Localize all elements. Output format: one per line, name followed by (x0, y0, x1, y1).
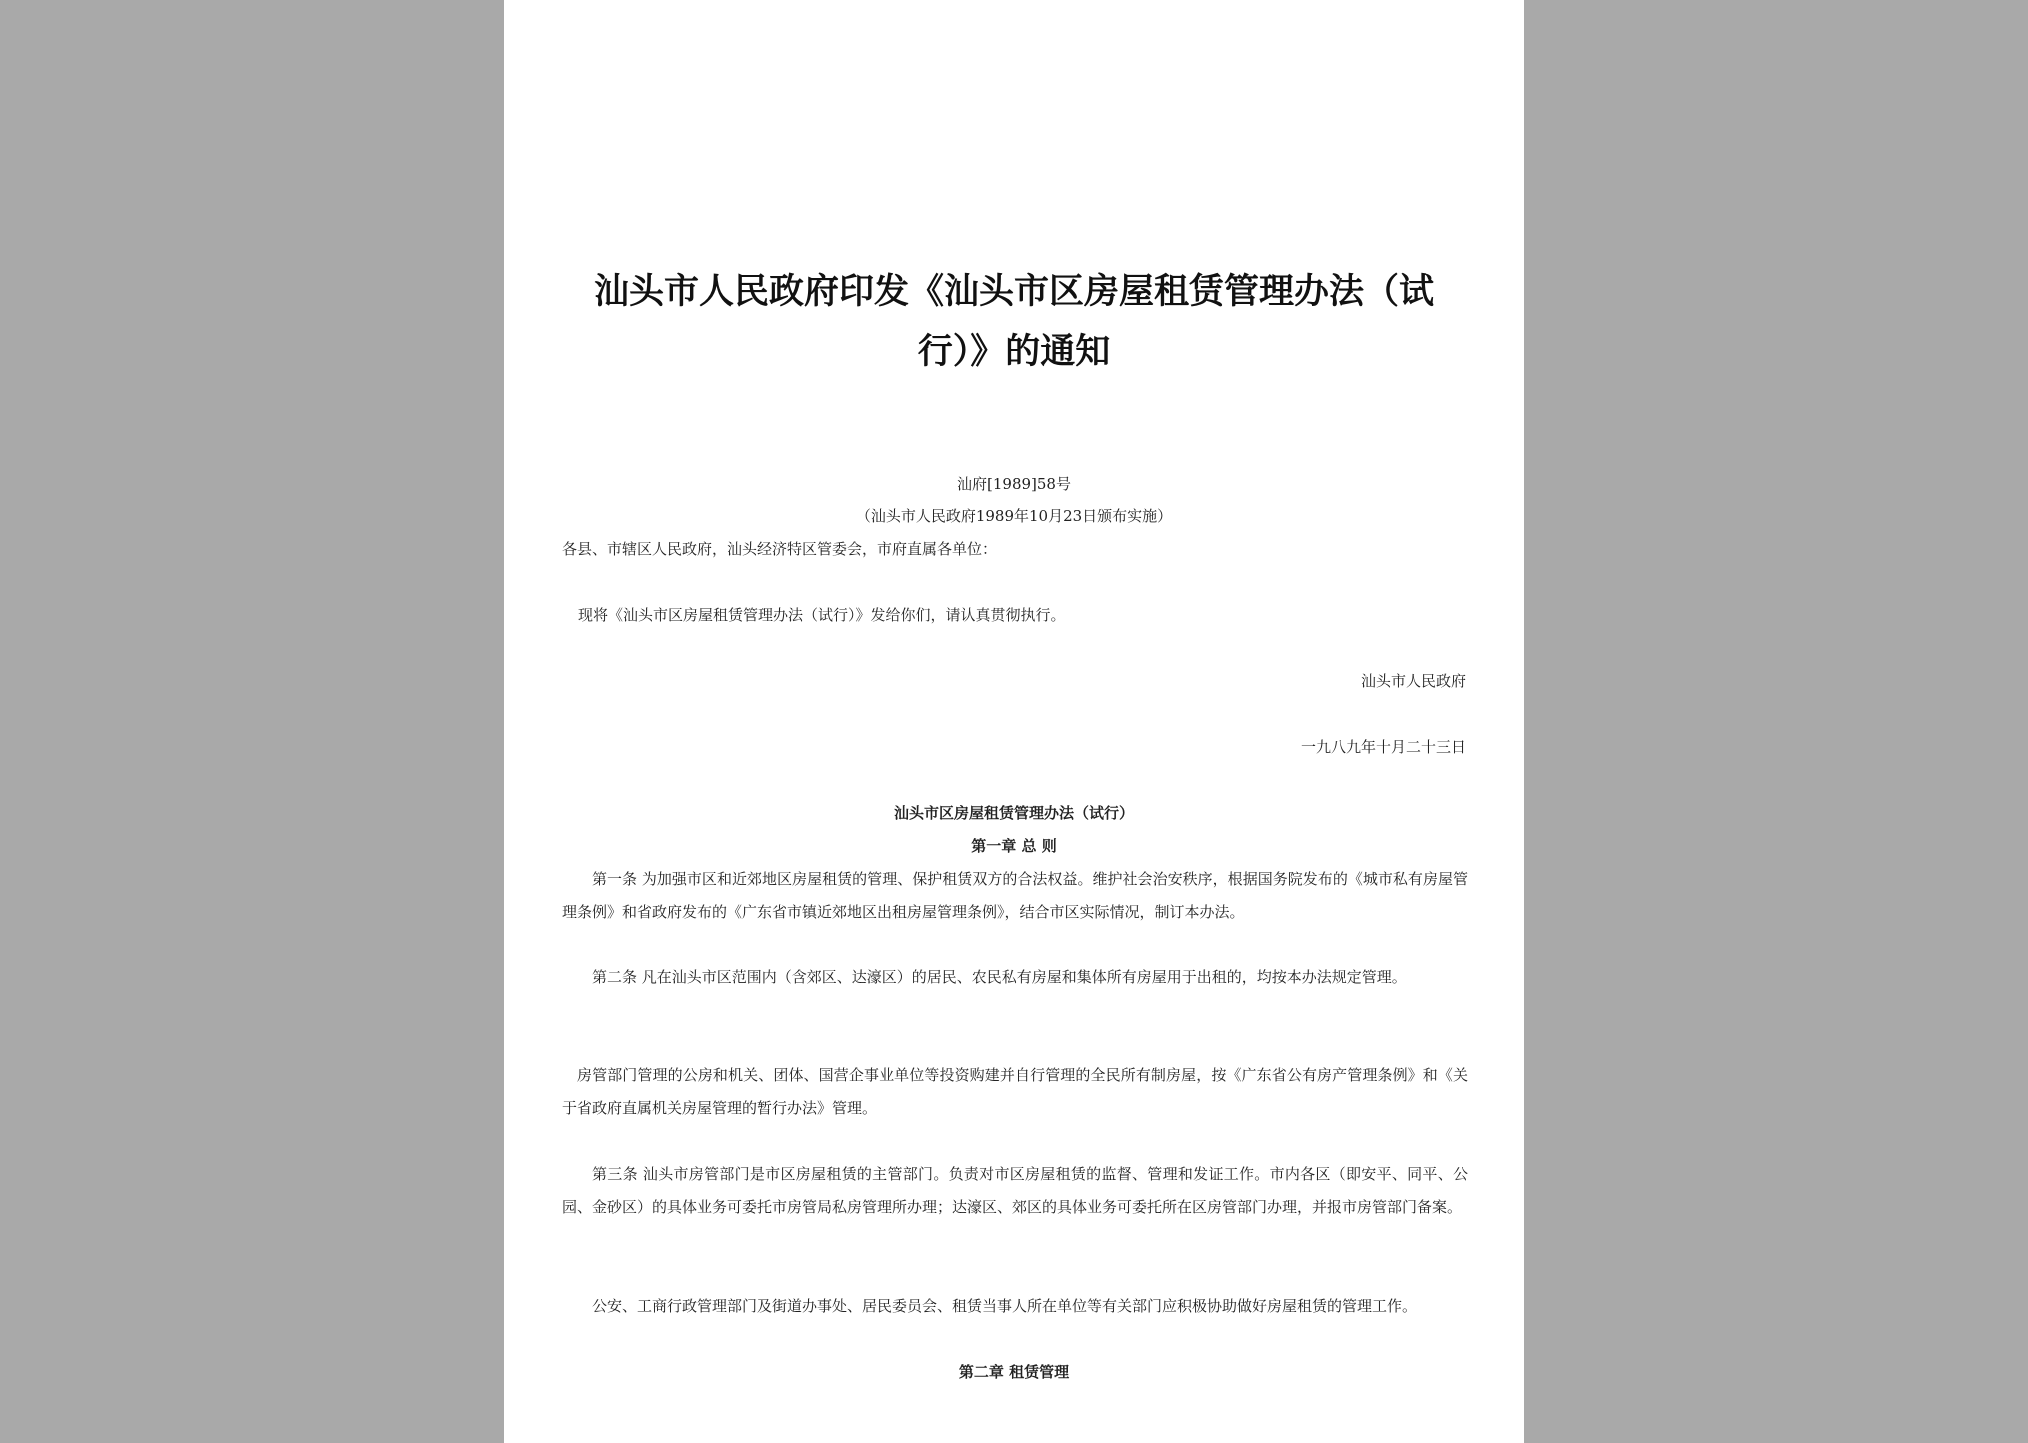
chapter-1-heading: 第一章 总 则 (971, 837, 1057, 855)
title-line-1: 汕头市人民政府印发《汕头市区房屋租赁管理办法（试 (593, 271, 1434, 312)
signature: 汕头市人民政府 (1360, 672, 1466, 690)
notice-body: 现将《汕头市区房屋租赁管理办法（试行）》发给你们，请认真贯彻执行。 (578, 606, 1066, 624)
addressees: 各县、市辖区人民政府，汕头经济特区管委会，市府直属各单位： (562, 540, 998, 558)
document-page (504, 0, 1524, 1443)
issued-note: （汕头市人民政府1989年10月23日颁布实施） (855, 507, 1173, 525)
document-number: 汕府[1989]58号 (957, 475, 1071, 493)
regulation-title: 汕头市区房屋租赁管理办法（试行） (893, 804, 1134, 822)
article-1: 第一条 为加强市区和近郊地区房屋租赁的管理、保护租赁双方的合法权益。维护社会治安秩序，根据国务院发布的《城市私有房屋管理条例》和省政府发布的《广东省市镇近郊地区出租房屋管理条例》，结合市区实际情况，制订本办法。 (562, 870, 1468, 921)
article-3: 第三条 汕头市房管部门是市区房屋租赁的主管部门。负责对市区房屋租赁的监督、管理和发证工作。市内各区（即安平、同平、公园、金砂区）的具体业务可委托市房管局私房管理所办理；达濠区、郊区的具体业务可委托所在区房管部门办理，并报市房管部门备案。 (562, 1165, 1468, 1216)
issue-date: 一九八九年十月二十三日 (1300, 738, 1466, 756)
article-2-paragraph-2: 房管部门管理的公房和机关、团体、国营企事业单位等投资购建并自行管理的全民所有制房屋，按《广东省公有房产管理条例》和《关于省政府直属机关房屋管理的暂行办法》管理。 (562, 1066, 1468, 1117)
article-2: 第二条 凡在汕头市区范围内（含郊区、达濠区）的居民、农民私有房屋和集体所有房屋用于出租的，均按本办法规定管理。 (592, 968, 1407, 986)
chapter-2-heading: 第二章 租赁管理 (958, 1363, 1070, 1381)
document-title (564, 262, 1464, 382)
article-3-paragraph-2: 公安、工商行政管理部门及街道办事处、居民委员会、租赁当事人所在单位等有关部门应积极协助做好房屋租赁的管理工作。 (592, 1297, 1418, 1315)
title-line-2: 行）》的通知 (917, 331, 1111, 372)
